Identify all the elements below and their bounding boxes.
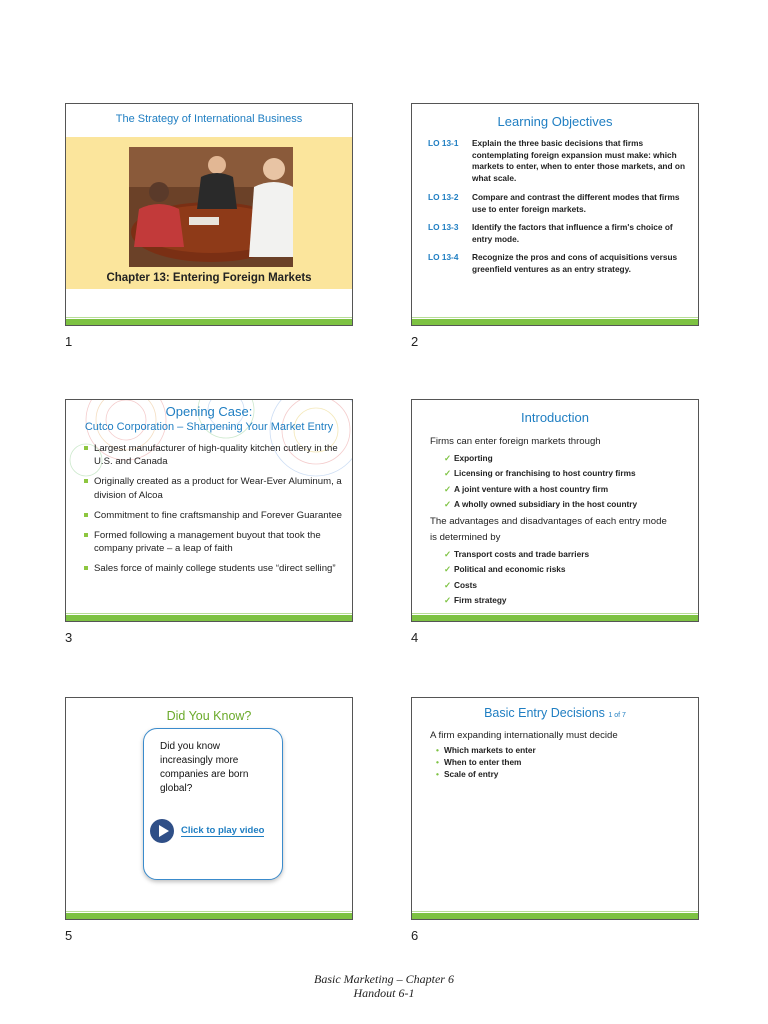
check-icon: ✓ bbox=[444, 595, 451, 605]
objective-text: Identify the factors that influence a firm's choice of entry mode. bbox=[472, 222, 673, 244]
entry-decision-2: • When to enter them bbox=[436, 757, 522, 767]
slide-3-bullets bbox=[84, 442, 342, 583]
slide-6 bbox=[411, 697, 699, 920]
factor-1: ✓ Transport costs and trade barriers bbox=[444, 549, 590, 559]
entry-mode-2: ✓ Licensing or franchising to host country firms bbox=[444, 468, 636, 478]
slide-number-1: 1 bbox=[65, 334, 73, 349]
check-icon: ✓ bbox=[444, 468, 451, 478]
slide-1 bbox=[65, 103, 353, 326]
did-you-know-question: Did you know increasingly more companies are born global? bbox=[160, 741, 249, 794]
slide-number-4: 4 bbox=[411, 630, 419, 645]
factor-3: ✓ Costs bbox=[444, 580, 478, 590]
slide-3-subtitle: Cutco Corporation – Sharpening Your Market Entry bbox=[84, 421, 334, 433]
slide-1-chapter-title: Chapter 13: Entering Foreign Markets bbox=[106, 272, 312, 284]
play-icon[interactable] bbox=[150, 819, 174, 843]
check-icon: ✓ bbox=[444, 453, 451, 463]
footer-line-1: Basic Marketing – Chapter 6 bbox=[314, 972, 454, 986]
check-icon: ✓ bbox=[444, 564, 451, 574]
entry-mode-3: ✓ A joint venture with a host country firm bbox=[444, 484, 609, 494]
slide-1-footer-bar bbox=[66, 319, 352, 325]
bullet-icon: • bbox=[436, 745, 439, 755]
slide-5-title: Did You Know? bbox=[166, 709, 252, 723]
did-you-know-card bbox=[143, 728, 283, 880]
slide-5 bbox=[65, 697, 353, 920]
objective-code: LO 13-1 bbox=[428, 138, 459, 148]
slide-3-footer-bar bbox=[66, 615, 352, 621]
list-item: Commitment to fine craftsmanship and Forever Guarantee bbox=[84, 509, 342, 522]
slide-2-title: Learning Objectives bbox=[497, 114, 613, 129]
slide-3 bbox=[65, 399, 353, 622]
meeting-photo bbox=[129, 147, 293, 267]
objective-4 bbox=[428, 252, 688, 276]
objective-text: Explain the three basic decisions that firms contemplating foreign expansion must make: which markets to enter, when to enter those markets, and on what scale. bbox=[472, 138, 686, 183]
entry-decision-3: • Scale of entry bbox=[436, 769, 499, 779]
factor-2: ✓ Political and economic risks bbox=[444, 564, 566, 574]
check-icon: ✓ bbox=[444, 580, 451, 590]
slide-number-6: 6 bbox=[411, 928, 419, 943]
entry-decision-lead: A firm expanding internationally must decide bbox=[430, 730, 618, 741]
objective-text: Compare and contrast the different modes that firms use to enter foreign markets. bbox=[472, 192, 680, 214]
slide-6-title: Basic Entry Decisions 1 of 7 bbox=[484, 706, 626, 720]
factor-4: ✓ Firm strategy bbox=[444, 595, 507, 605]
intro-text: Firms can enter foreign markets through bbox=[430, 436, 601, 447]
objective-2 bbox=[428, 192, 688, 216]
objective-code: LO 13-2 bbox=[428, 192, 459, 202]
slide-4 bbox=[411, 399, 699, 622]
slide-2 bbox=[411, 103, 699, 326]
slide-number-2: 2 bbox=[411, 334, 419, 349]
entry-mode-4: ✓ A wholly owned subsidiary in the host country bbox=[444, 499, 638, 509]
objective-text: Recognize the pros and cons of acquisitions versus greenfield ventures as an entry strategy. bbox=[472, 252, 678, 274]
slide-number-5: 5 bbox=[65, 928, 73, 943]
list-item: Formed following a management buyout that took the company private – a leap of faith bbox=[84, 529, 342, 555]
bullet-icon: • bbox=[436, 757, 439, 767]
objective-1 bbox=[428, 138, 688, 184]
entry-decision-1: • Which markets to enter bbox=[436, 745, 536, 755]
objective-code: LO 13-3 bbox=[428, 222, 459, 232]
slide-3-title: Opening Case: bbox=[165, 404, 253, 419]
list-item: Largest manufacturer of high-quality kitchen cutlery in the U.S. and Canada bbox=[84, 442, 342, 468]
objective-code: LO 13-4 bbox=[428, 252, 459, 262]
slide-6-page-indicator: 1 of 7 bbox=[608, 712, 626, 719]
list-item: Sales force of mainly college students use “direct selling” bbox=[84, 562, 342, 575]
check-icon: ✓ bbox=[444, 499, 451, 509]
footer-line-2: Handout 6-1 bbox=[353, 986, 415, 1000]
slide-4-footer-bar bbox=[412, 615, 698, 621]
list-item: Originally created as a product for Wear-Ever Aluminum, a division of Alcoa bbox=[84, 475, 342, 501]
slide-5-footer-bar bbox=[66, 913, 352, 919]
check-icon: ✓ bbox=[444, 484, 451, 494]
check-icon: ✓ bbox=[444, 549, 451, 559]
objective-3 bbox=[428, 222, 688, 246]
slide-4-title: Introduction bbox=[521, 410, 589, 425]
slide-6-footer-bar bbox=[412, 913, 698, 919]
slide-number-3: 3 bbox=[65, 630, 73, 645]
bullet-icon: • bbox=[436, 769, 439, 779]
slide-1-title: The Strategy of International Business bbox=[115, 113, 303, 125]
determinants-text-line-2: is determined by bbox=[430, 532, 501, 543]
determinants-text-line-1: The advantages and disadvantages of each entry mode bbox=[430, 516, 667, 527]
handout-footer bbox=[0, 972, 768, 1000]
entry-mode-1: ✓ Exporting bbox=[444, 453, 493, 463]
play-video-link[interactable]: Click to play video bbox=[181, 825, 265, 836]
slide-2-footer-bar bbox=[412, 319, 698, 325]
